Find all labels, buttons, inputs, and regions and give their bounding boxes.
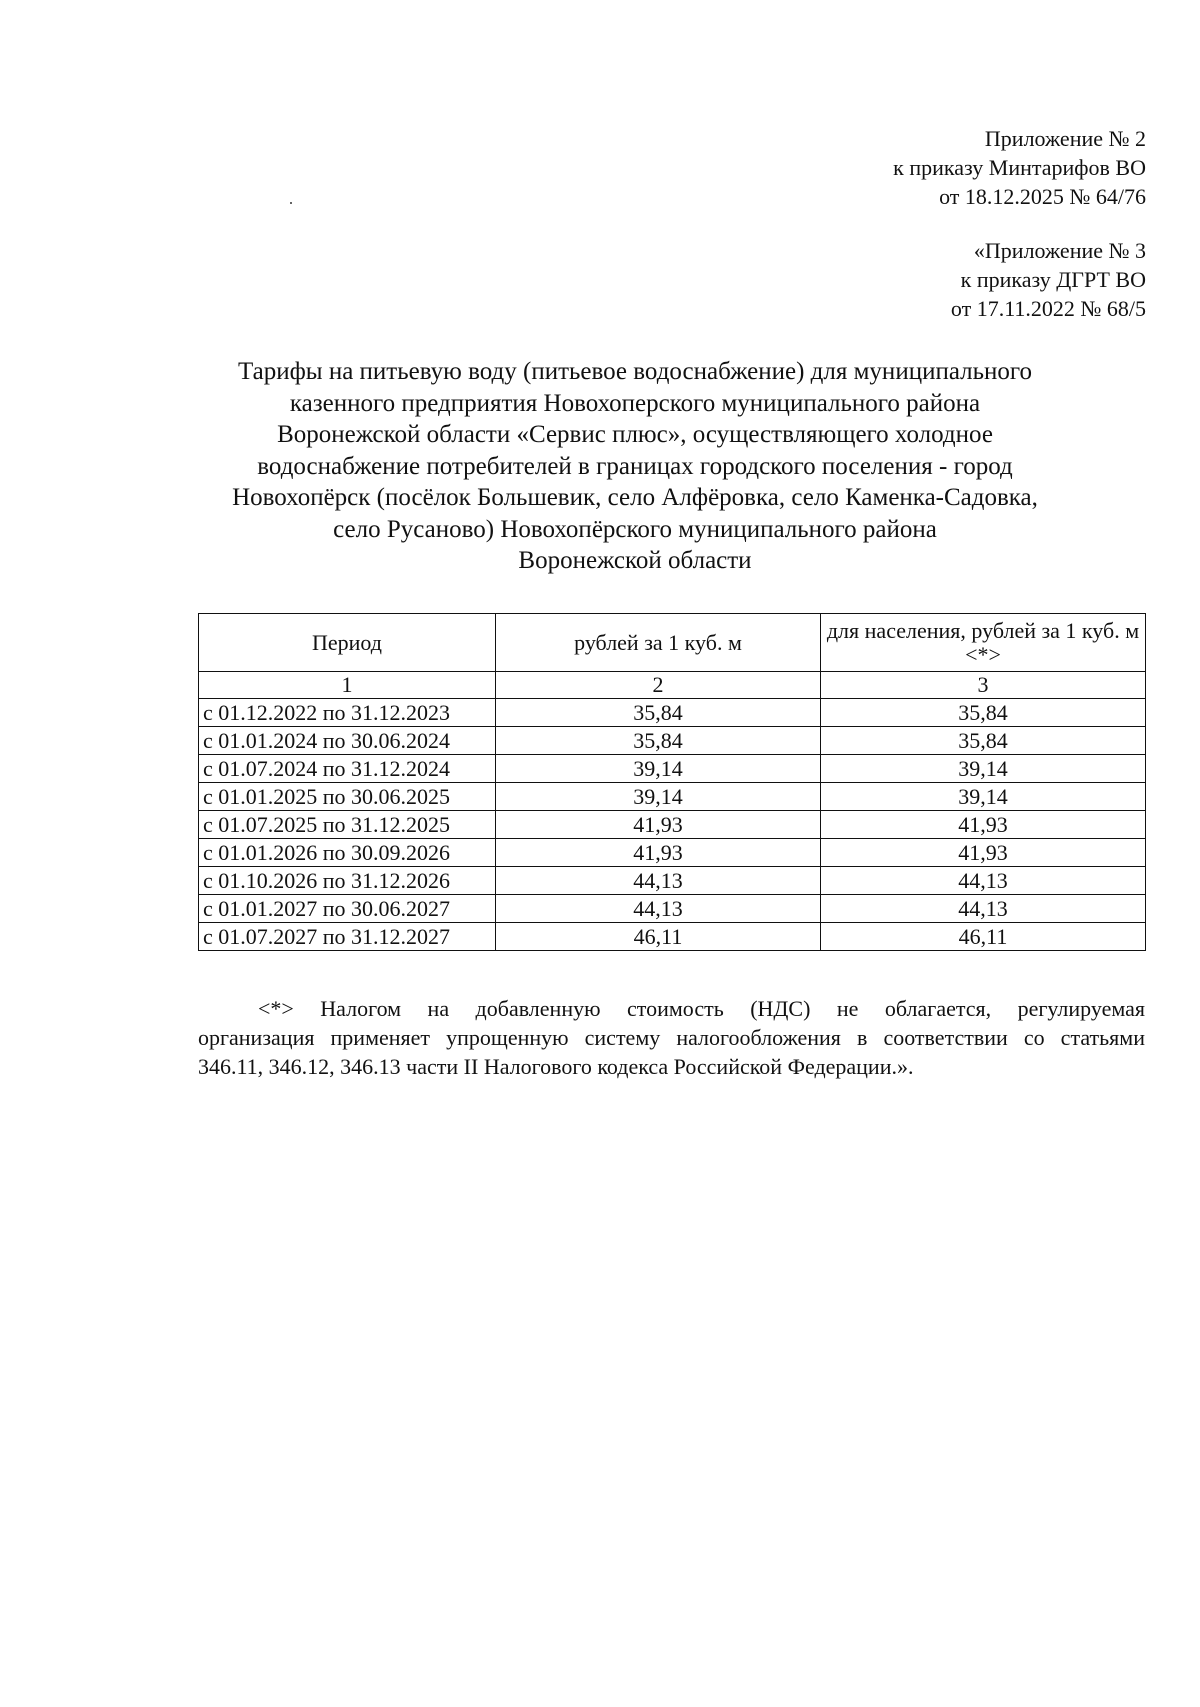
period-cell: с 01.10.2026 по 31.12.2026 (199, 867, 496, 895)
footnote-line: 346.11, 346.12, 346.13 части II Налогового кодекса Российской Федерации.». (198, 1054, 914, 1079)
rate-cell: 39,14 (496, 783, 821, 811)
period-cell: с 01.12.2022 по 31.12.2023 (199, 699, 496, 727)
appendix-header-line: от 17.11.2022 № 68/5 (950, 296, 1146, 321)
table-column-numbers-row (199, 672, 1146, 699)
rate-cell: 44,13 (496, 867, 821, 895)
title-line: казенного предприятия Новохоперского муниципального района (289, 389, 981, 417)
appendix-header-line: к приказу Минтарифов ВО (893, 155, 1146, 180)
tariff-table (198, 613, 1146, 951)
period-cell: с 01.01.2026 по 30.09.2026 (199, 839, 496, 867)
appendix-header-line: к приказу ДГРТ ВО (960, 267, 1146, 292)
header-population-rate: для населения, рублей за 1 куб. м <*> (821, 614, 1146, 672)
table-row (199, 755, 1146, 783)
title-line: Новохопёрск (посёлок Большевик, село Алфёровка, село Каменка-Садовка, (232, 484, 1038, 511)
rate-cell: 35,84 (496, 727, 821, 755)
table-row (199, 699, 1146, 727)
population-rate-cell: 46,11 (821, 923, 1146, 951)
period-cell: с 01.07.2025 по 31.12.2025 (199, 811, 496, 839)
appendix-header-line: «Приложение № 3 (973, 238, 1146, 263)
document-title (200, 356, 1070, 577)
period-cell: с 01.01.2025 по 30.06.2025 (199, 783, 496, 811)
rate-cell: 39,14 (496, 755, 821, 783)
column-number: 1 (199, 672, 496, 699)
vat-footnote (198, 994, 1145, 1081)
rate-cell: 35,84 (496, 699, 821, 727)
table-row (199, 727, 1146, 755)
rate-cell: 44,13 (496, 895, 821, 923)
population-rate-cell: 44,13 (821, 867, 1146, 895)
table-row (199, 811, 1146, 839)
column-number: 2 (496, 672, 821, 699)
appendix-header-current (893, 124, 1146, 211)
footnote-line: <*> Налогом на добавленную стоимость (НДС) не облагается, регулируемая (258, 996, 1145, 1021)
population-rate-cell: 44,13 (821, 895, 1146, 923)
title-line: село Русаново) Новохопёрского муниципального района (333, 515, 937, 543)
rate-cell: 41,93 (496, 839, 821, 867)
title-line: Воронежской области «Сервис плюс», осуществляющего холодное (277, 421, 993, 448)
table-row (199, 783, 1146, 811)
population-rate-cell: 41,93 (821, 811, 1146, 839)
title-line: Тарифы на питьевую воду (питьевое водоснабжение) для муниципального (237, 358, 1033, 385)
period-cell: с 01.01.2024 по 30.06.2024 (199, 727, 496, 755)
population-rate-cell: 35,84 (821, 727, 1146, 755)
rate-cell: 41,93 (496, 811, 821, 839)
rate-cell: 46,11 (496, 923, 821, 951)
table-row (199, 839, 1146, 867)
header-period: Период (199, 614, 496, 672)
table-header-row (199, 614, 1146, 672)
appendix-header-line: Приложение № 2 (984, 126, 1146, 151)
appendix-header-line: от 18.12.2025 № 64/76 (939, 184, 1146, 209)
title-line: Воронежской области (518, 547, 752, 574)
population-rate-cell: 41,93 (821, 839, 1146, 867)
scan-speck (290, 202, 292, 204)
population-rate-cell: 39,14 (821, 755, 1146, 783)
period-cell: с 01.07.2024 по 31.12.2024 (199, 755, 496, 783)
footnote-line: организация применяет упрощенную систему налогообложения в соответствии со статьями (198, 1025, 1145, 1050)
population-rate-cell: 35,84 (821, 699, 1146, 727)
appendix-header-previous (951, 236, 1146, 323)
header-rate: рублей за 1 куб. м (496, 614, 821, 672)
period-cell: с 01.01.2027 по 30.06.2027 (199, 895, 496, 923)
period-cell: с 01.07.2027 по 31.12.2027 (199, 923, 496, 951)
table-row (199, 923, 1146, 951)
population-rate-cell: 39,14 (821, 783, 1146, 811)
table-row (199, 867, 1146, 895)
title-line: водоснабжение потребителей в границах городского поселения - город (257, 452, 1013, 480)
table-row (199, 895, 1146, 923)
column-number: 3 (821, 672, 1146, 699)
